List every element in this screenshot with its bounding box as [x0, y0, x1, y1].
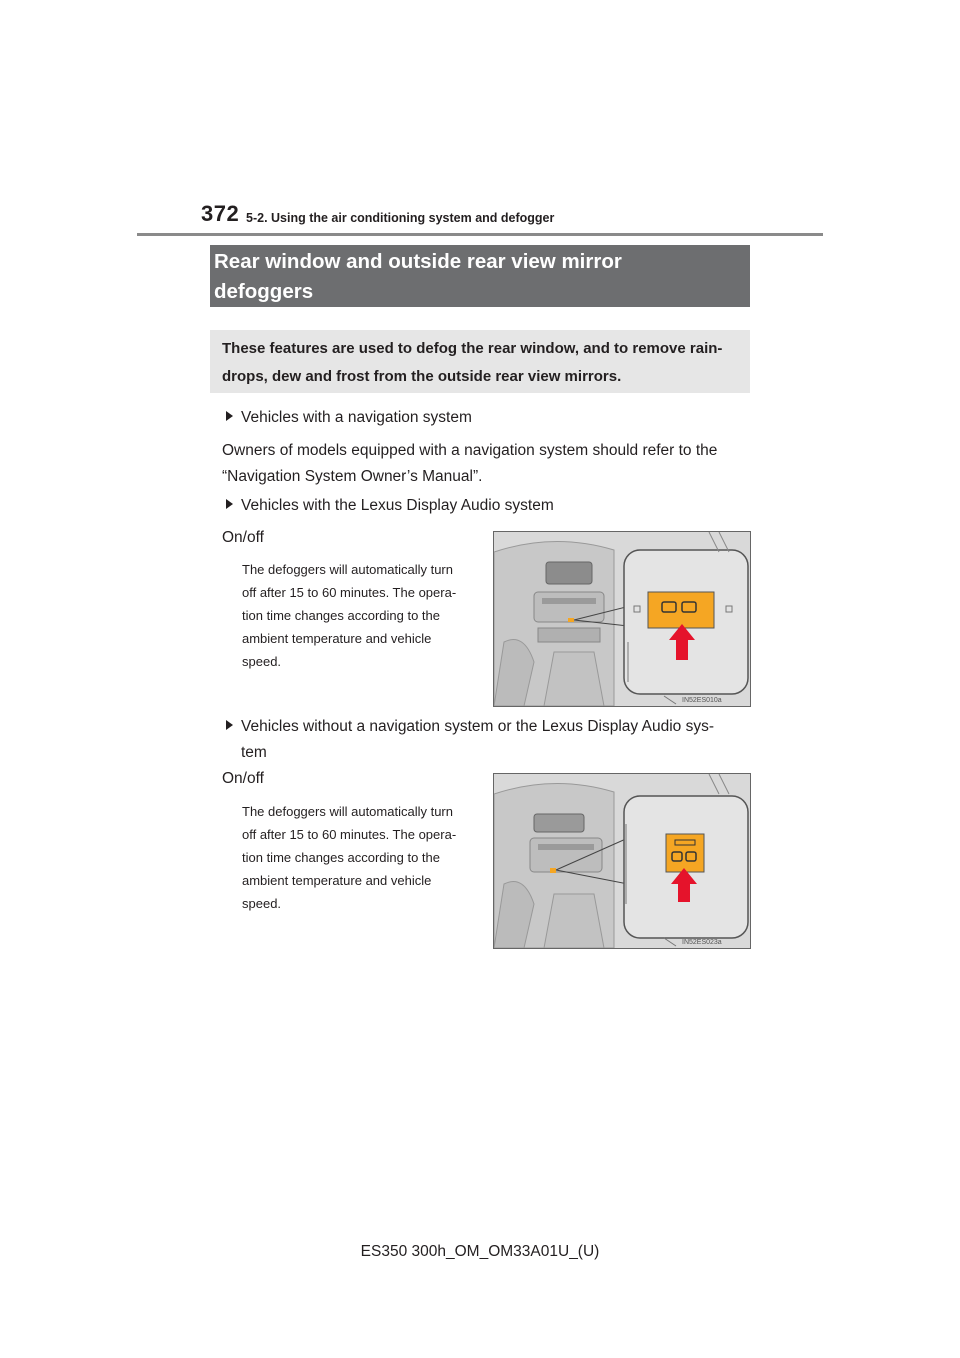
footer-code: ES350 300h_OM_OM33A01U_(U) [360, 1243, 600, 1260]
page-heading [210, 245, 750, 307]
bullet-lda-label: Vehicles with the Lexus Display Audio system [241, 497, 554, 514]
illustration-lda-dashboard [493, 531, 751, 707]
note-2-line: The defoggers will automatically turn [242, 804, 453, 819]
intro-box [210, 330, 750, 393]
bullet-navigation-label: Vehicles with a navigation system [241, 409, 472, 426]
onoff-label-2: On/off [222, 770, 264, 787]
note-2-line: ambient temperature and vehicle [242, 873, 432, 888]
note-1-line: off after 15 to 60 minutes. The opera- [242, 585, 457, 600]
heading-line-1: Rear window and outside rear view mirror [214, 250, 622, 273]
section-title: 5-2. Using the air conditioning system and defogger [246, 211, 555, 225]
note-1-line: speed. [242, 654, 282, 669]
note-2-line: off after 15 to 60 minutes. The opera- [242, 827, 457, 842]
image-code-2: IN52ES023a [682, 939, 722, 946]
note-2-line: speed. [242, 896, 282, 911]
bullet-navigation [226, 409, 472, 427]
dashboard-illustration-2 [494, 774, 750, 948]
bullet-without-label-2: tem [241, 744, 267, 761]
heading-line-2: defoggers [214, 280, 314, 303]
navigation-text-line-1: Owners of models equipped with a navigation system should refer to the [222, 442, 718, 459]
navigation-text [222, 438, 717, 490]
bullet-without-system [226, 714, 714, 766]
image-code-1: IN52ES010a [682, 697, 722, 704]
onoff-label-1: On/off [222, 529, 264, 546]
bullet-triangle-icon [226, 411, 233, 421]
note-2 [242, 800, 500, 915]
note-2-line: tion time changes according to the [242, 850, 441, 865]
bullet-triangle-icon [226, 499, 233, 509]
note-1 [242, 558, 500, 673]
bullet-lexus-display-audio [226, 497, 554, 515]
note-1-line: The defoggers will automatically turn [242, 562, 453, 577]
note-1-line: tion time changes according to the [242, 608, 441, 623]
dashboard-illustration-1 [494, 532, 750, 706]
note-1-line: ambient temperature and vehicle [242, 631, 432, 646]
bullet-triangle-icon [226, 720, 233, 730]
bullet-without-label-1: Vehicles without a navigation system or the Lexus Display Audio sys- [241, 718, 714, 735]
page-number: 372 [201, 201, 240, 226]
intro-line-2: drops, dew and frost from the outside rear view mirrors. [222, 368, 622, 385]
navigation-text-line-2: “Navigation System Owner’s Manual”. [222, 468, 483, 485]
intro-line-1: These features are used to defog the rear window, and to remove rain- [222, 340, 723, 357]
illustration-basic-dashboard [493, 773, 751, 949]
header-rule [137, 233, 823, 236]
